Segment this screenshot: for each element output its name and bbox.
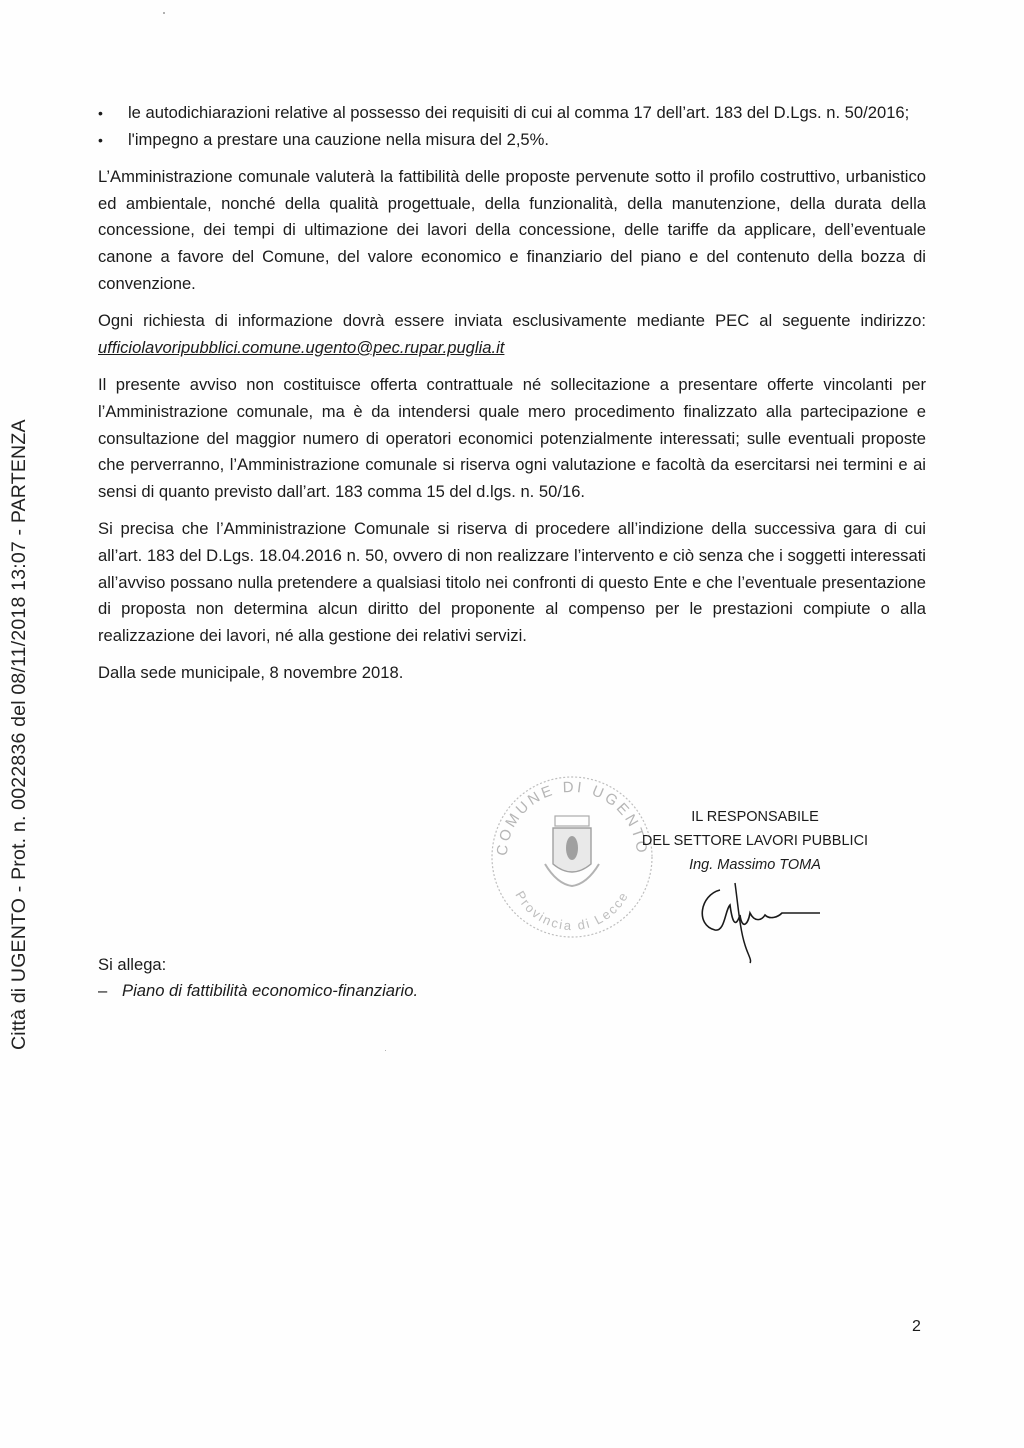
- document-body: [98, 100, 926, 698]
- seal-bottom-text: Provincia di Lecce: [512, 888, 632, 934]
- signatory-name: Ing. Massimo TOMA: [689, 857, 821, 873]
- contact-text: Ogni richiesta di informazione dovrà essere inviata esclusivamente mediante PEC al seguente indirizzo:: [98, 311, 926, 331]
- date-line: Dalla sede municipale, 8 novembre 2018.: [98, 663, 404, 683]
- attachment-item: [98, 978, 418, 1004]
- dash-icon: –: [98, 981, 108, 1000]
- seal-top-text: COMUNE DI UGENTO: [493, 778, 651, 857]
- list-item: [98, 100, 926, 127]
- coat-of-arms-icon: [545, 816, 599, 886]
- paragraph-contact: [98, 308, 926, 361]
- pec-email-link[interactable]: ufficiolavoripubblici.comune.ugento@pec.rupar.puglia.it: [98, 337, 505, 357]
- list-item-text: le autodichiarazioni relative al possesso dei requisiti di cui al comma 17 dell’art. 183 del D.Lgs. n. 50/2016;: [128, 103, 910, 122]
- paragraph-disclaimer: Il presente avviso non costituisce offerta contrattuale né sollecitazione a presentare offerte vincolanti per l’Amministrazione comunale, ma è da intendersi quale mero procedimento finalizzato alla partecipazione e consultazione del maggior numero di operatori economici potenzialmente interessati; sulle eventuali proposte che perverranno, l’Amministrazione comunale si riserva ogni valutazione e facoltà da esercitarsi nei termini e ai sensi di quanto previsto dall’art. 183 comma 15 del d.lgs. n. 50/16.: [98, 375, 926, 501]
- requirements-list: [98, 100, 926, 153]
- list-item: [98, 127, 926, 154]
- signatory-title: IL RESPONSABILE: [691, 809, 819, 825]
- attachment-item-text: Piano di fattibilità economico-finanziario.: [122, 981, 419, 1000]
- protocol-stamp: Città di UGENTO - Prot. n. 0022836 del 08/11/2018 13:07 - PARTENZA: [8, 419, 30, 1050]
- attachments-section: [98, 952, 418, 1004]
- page-number: 2: [912, 1318, 921, 1335]
- paragraph-reservation: Si precisa che l’Amministrazione Comunale si riserva di procedere all’indizione della successiva gara di cui all’art. 183 del D.Lgs. 18.04.2016 n. 50, ovvero di non realizzare l’intervento e ciò senza che i soggetti interessati all’avviso possano nulla pretendere a qualsiasi titolo nei confronti di questo Ente e che l’eventuale presentazione di proposta non determina alcun diritto del proponente al compenso per le prestazioni compiute o alla realizzazione dei lavori, né alla gestione dei relativi servizi.: [98, 519, 926, 645]
- scan-speck: [385, 1050, 386, 1051]
- bullet-icon: •: [98, 131, 103, 148]
- scan-speck: [163, 12, 165, 14]
- attachments-label: Si allega:: [98, 955, 167, 974]
- list-item-text: l'impegno a prestare una cauzione nella misura del 2,5%.: [128, 129, 550, 149]
- signature-block: [620, 805, 890, 877]
- bullet-icon: •: [98, 105, 103, 121]
- paragraph-evaluation: L’Amministrazione comunale valuterà la fattibilità delle proposte pervenute sotto il profilo costruttivo, urbanistico ed ambientale, nonché della qualità progettuale, della funzionalità, della manutenzione, della durata della concessione, dei tempi di ultimazione dei lavori della concessione, delle tariffe da applicare, dell’eventuale canone a favore del Comune, del valore economico e finanziario del piano e del contenuto della bozza di convenzione.: [98, 167, 926, 293]
- handwritten-signature: [690, 875, 830, 965]
- signatory-department: DEL SETTORE LAVORI PUBBLICI: [641, 833, 869, 849]
